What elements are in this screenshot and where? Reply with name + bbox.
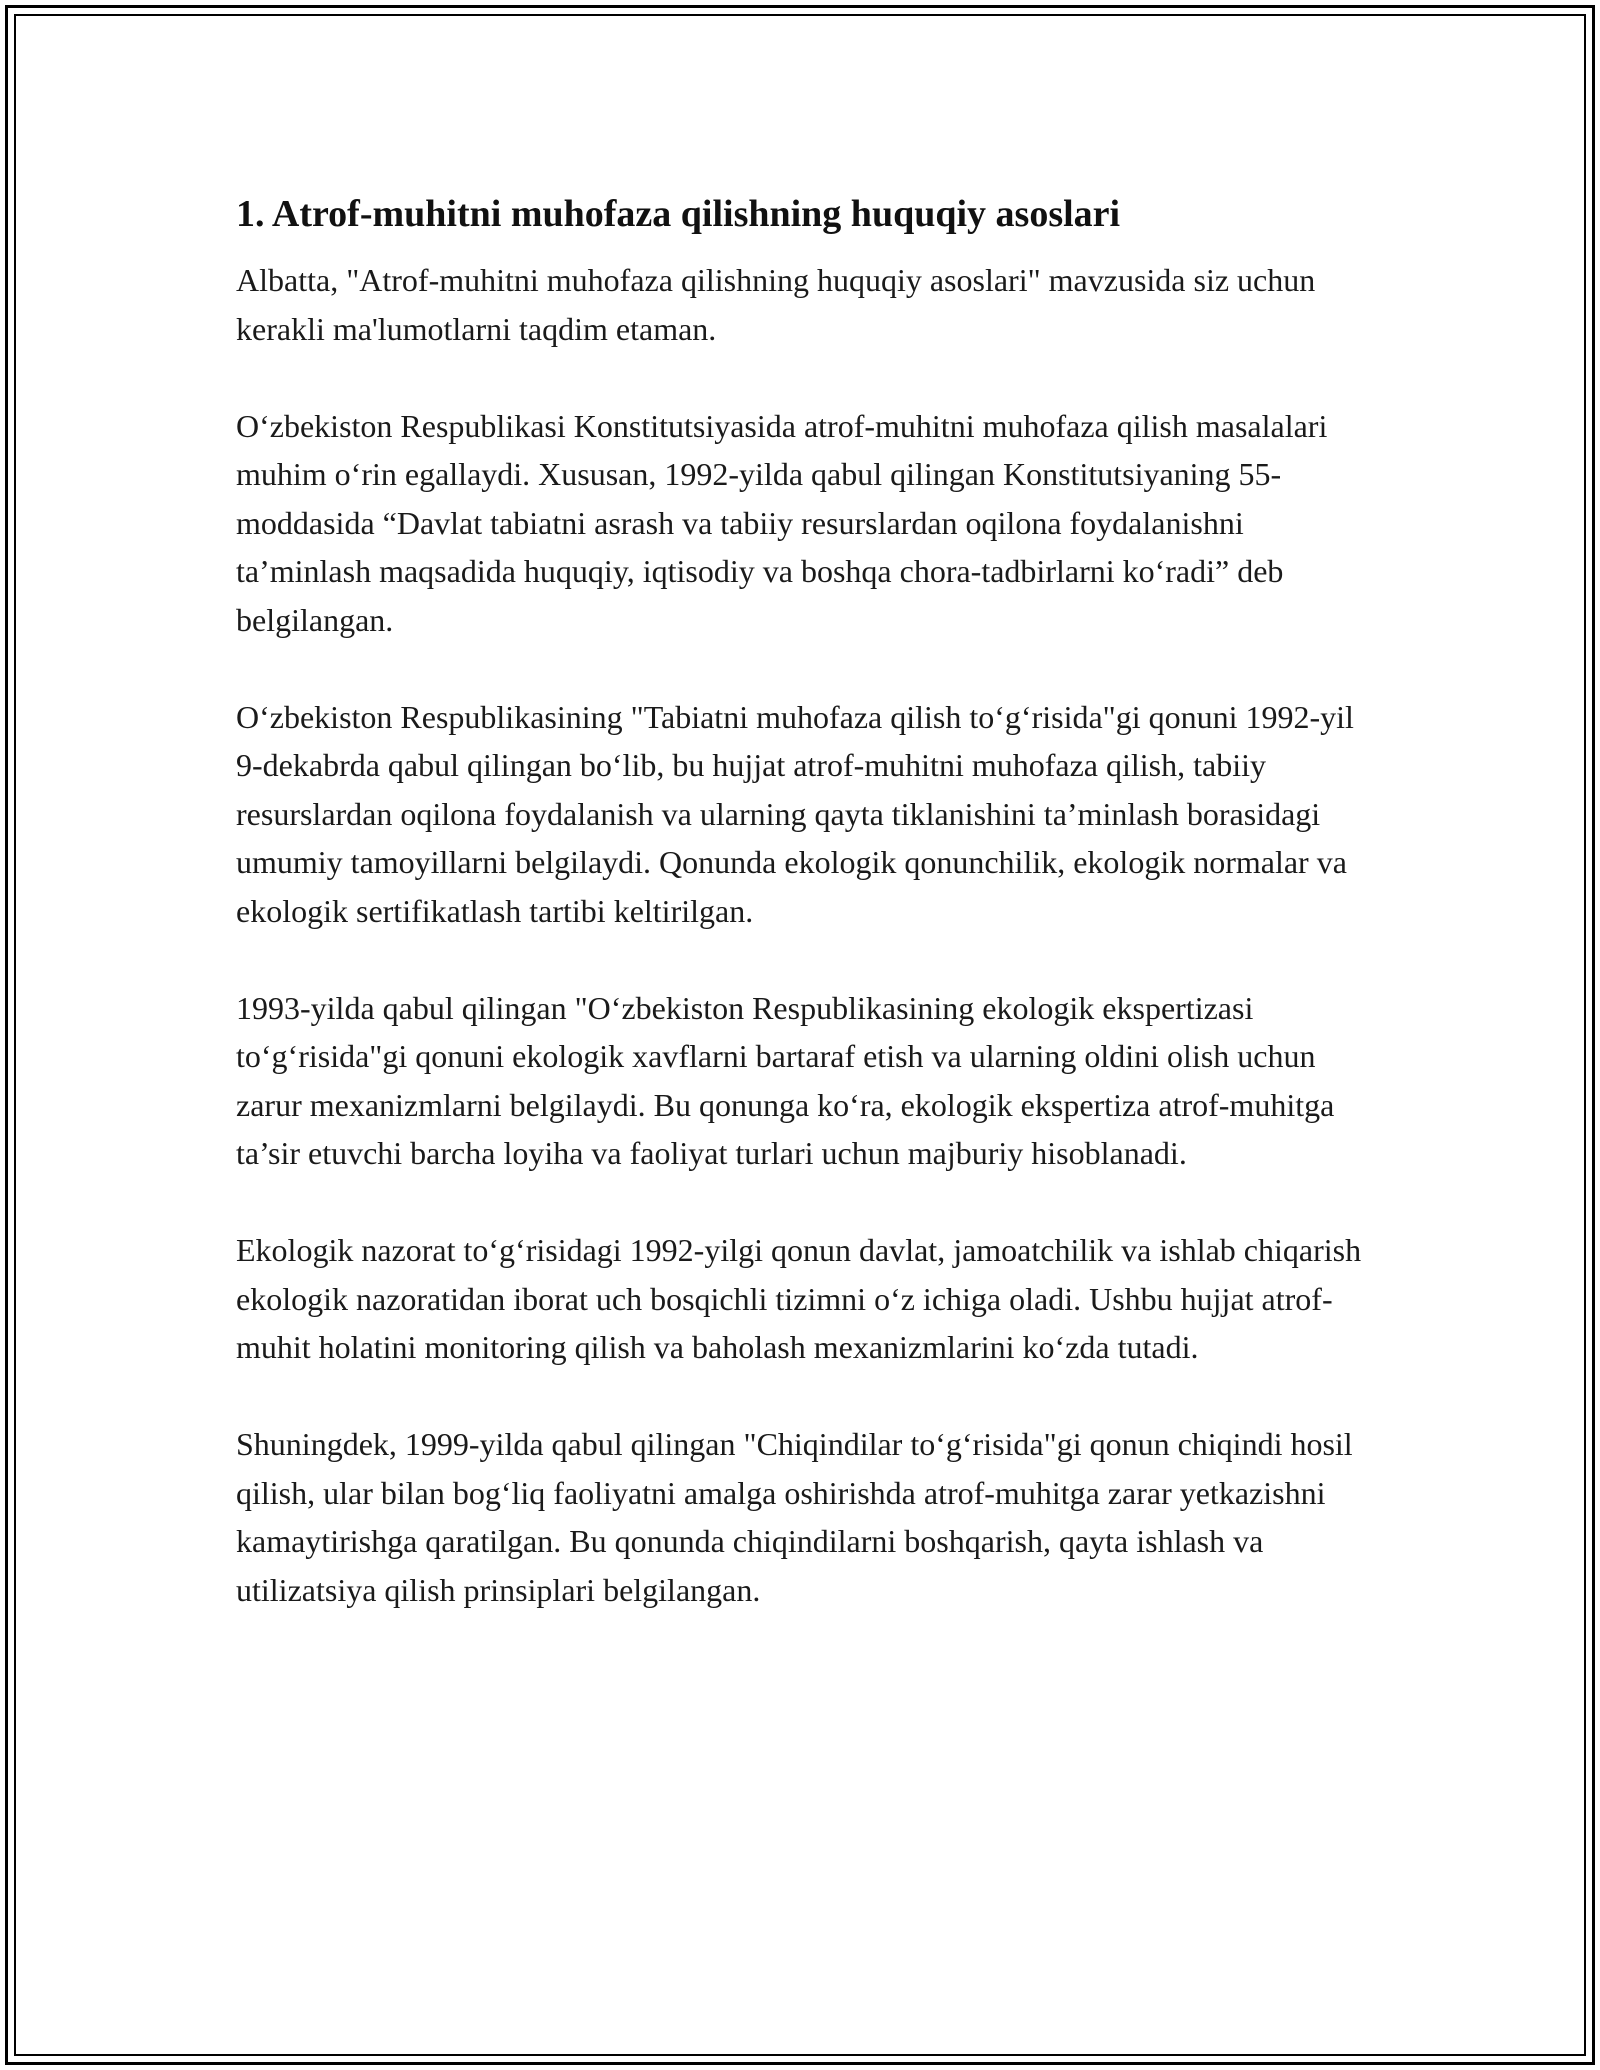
document-body bbox=[236, 186, 1366, 1614]
paragraph-ecological-expertise-law: 1993-yilda qabul qilingan "O‘zbekiston Respublikasining ekologik ekspertizasi to‘g‘risida"gi qonuni ekologik xavflarni bartaraf etish va ularning oldini olish uchun zarur mexanizmlarni belgilaydi. Bu qonunga ko‘ra, ekologik ekspertiza atrof-muhitga ta’sir etuvchi barcha loyiha va faoliyat turlari uchun majburiy hisoblanadi. bbox=[236, 989, 1335, 1171]
paragraph-ecological-control-law: Ekologik nazorat to‘g‘risidagi 1992-yilgi qonun davlat, jamoatchilik va ishlab chiqarish ekologik nazoratidan iborat uch bosqichli tizimni o‘z ichiga oladi. Ushbu hujjat atrof-muhit holatini monitoring qilish va baholash mexanizmlarini ko‘zda tutadi. bbox=[236, 1232, 1362, 1365]
paragraph-nature-protection-law: O‘zbekiston Respublikasining "Tabiatni muhofaza qilish to‘g‘risida"gi qonuni 1992-yil 9-dekabrda qabul qilingan bo‘lib, bu hujjat atrof-muhitni muhofaza qilish, tabiiy resurslardan oqilona foydalanish va ularning qayta tiklanishini ta’minlash borasidagi umumiy tamoyillarni belgilaydi. Qonunda ekologik qonunchilik, ekologik normalar va ekologik sertifikatlash tartibi keltirilgan. bbox=[236, 698, 1354, 929]
section-heading: 1. Atrof-muhitni muhofaza qilishning huquqiy asoslari bbox=[236, 193, 1121, 235]
paragraph-intro: Albatta, "Atrof-muhitni muhofaza qilishning huquqiy asoslari" mavzusida siz uchun kerakli ma'lumotlarni taqdim etaman. bbox=[236, 262, 1316, 347]
paragraph-constitution: O‘zbekiston Respublikasi Konstitutsiyasida atrof-muhitni muhofaza qilish masalalari muhim o‘rin egallaydi. Xususan, 1992-yilda qabul qilingan Konstitutsiyaning 55-moddasida “Davlat tabiatni asrash va tabiiy resurslardan oqilona foydalanishni ta’minlash maqsadida huquqiy, iqtisodiy va boshqa chora-tadbirlarni ko‘radi” deb belgilangan. bbox=[236, 407, 1328, 638]
paragraph-waste-law: Shuningdek, 1999-yilda qabul qilingan "Chiqindilar to‘g‘risida"gi qonun chiqindi hosil qilish, ular bilan bog‘liq faoliyatni amalga oshirishda atrof-muhitga zarar yetkazishni kamaytirishga qaratilgan. Bu qonunda chiqindilarni boshqarish, qayta ishlash va utilizatsiya qilish prinsiplari belgilangan. bbox=[236, 1426, 1353, 1608]
